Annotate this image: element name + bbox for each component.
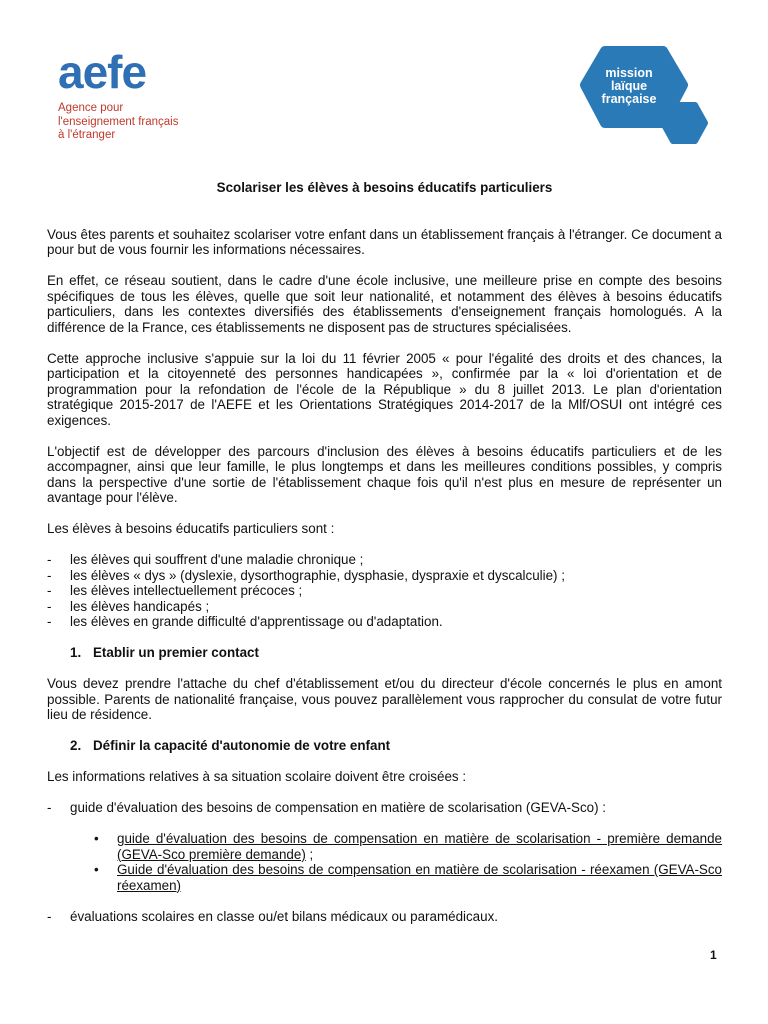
- geva-reexam-link[interactable]: Guide d'évaluation des besoins de compensation en matière de scolarisation - réexamen (GEVA-Sco réexamen): [117, 862, 722, 893]
- aefe-logo-mark: aefe: [58, 46, 147, 98]
- list-item: - guide d'évaluation des besoins de compensation en matière de scolarisation (GEVA-Sco) :: [47, 800, 722, 816]
- aefe-logo-line: à l'étranger: [58, 129, 116, 141]
- geva-first-request-link[interactable]: guide d'évaluation des besoins de compensation en matière de scolarisation - première demande (GEVA-Sco première demande): [117, 831, 722, 862]
- section-2-text: Les informations relatives à sa situation scolaire doivent être croisées :: [47, 769, 467, 784]
- list-item: - les élèves « dys » (dyslexie, dysorthographie, dysphasie, dyspraxie et dyscalculie) ;: [47, 568, 722, 584]
- geva-links-list: [94, 831, 722, 893]
- aefe-logo-subtitle: [58, 102, 208, 143]
- mlf-logo-line: laïque: [610, 79, 648, 93]
- list-item: - évaluations scolaires en classe ou/et bilans médicaux ou paramédicaux.: [47, 909, 722, 925]
- section-number: 1.: [70, 645, 82, 660]
- link-suffix: ;: [305, 846, 314, 862]
- section-2-heading: [70, 738, 722, 754]
- aefe-logo: [58, 46, 208, 143]
- list-item: - les élèves en grande difficulté d'apprentissage ou d'adaptation.: [47, 614, 722, 630]
- section-title: Définir la capacité d'autonomie de votre enfant: [93, 738, 391, 753]
- mlf-logo-line: française: [601, 92, 657, 106]
- section-number: 2.: [70, 738, 82, 753]
- mlf-logo: [575, 45, 710, 145]
- document-title: Scolariser les élèves à besoins éducatifs particuliers: [216, 180, 553, 195]
- law-paragraph: Cette approche inclusive s'appuie sur la loi du 11 février 2005 « pour l'égalité des droits et des chances, la participation et la citoyenneté des personnes handicapées », confirmée par la « loi d'orientation et de programmation pour la refondation de l'école de la République » du 8 juillet 2013. Le plan d'orientation stratégique 2015-2017 de l'AEFE et les Orientations Stratégiques 2014-2017 de la Mlf/OSUI ont intégré ces exigences.: [47, 350, 722, 428]
- page-number: 1: [710, 948, 717, 962]
- mlf-logo-line: mission: [605, 66, 653, 80]
- section-1-text: Vous devez prendre l'attache du chef d'établissement et/ou du directeur d'école concernés le plus en amont possible. Parents de nationalité française, vous pouvez parallèlement vous rapprocher du consulat de votre futur lieu de résidence.: [47, 676, 722, 722]
- section-1-heading: [70, 645, 722, 661]
- list-item: [94, 862, 722, 893]
- document-body: [47, 180, 722, 940]
- list-item: - les élèves qui souffrent d'une maladie chronique ;: [47, 552, 722, 568]
- section-title: Etablir un premier contact: [93, 645, 259, 660]
- geva-list: [47, 800, 722, 816]
- intro-paragraph: Vous êtes parents et souhaitez scolariser votre enfant dans un établissement français à l'étranger. Ce document a pour but de vous fournir les informations nécessaires.: [47, 226, 722, 257]
- inclusion-paragraph: En effet, ce réseau soutient, dans le cadre d'une école inclusive, une meilleure prise en compte des besoins spécifiques de tous les élèves, quelle que soit leur nationalité, et notamment des élèves à besoins éducatifs particuliers, dans les contextes diversifiés des établissements d'enseignement français homologués. A la différence de la France, ces établissements ne disposent pas de structures spécialisées.: [47, 273, 722, 335]
- mlf-logo-text: [589, 67, 669, 106]
- needs-list: [47, 552, 722, 630]
- objective-paragraph: L'objectif est de développer des parcours d'inclusion des élèves à besoins éducatifs particuliers et de les accompagner, ainsi que leur famille, le plus longtemps et dans les meilleures conditions possibles, y compris dans la perspective d'une sortie de l'établissement chaque fois qu'il n'est plus en mesure de représenter un avantage pour l'élève.: [47, 443, 722, 505]
- aefe-logo-line: Agence pour: [58, 102, 124, 114]
- list-item: - les élèves intellectuellement précoces ;: [47, 583, 722, 599]
- list-intro: Les élèves à besoins éducatifs particuliers sont :: [47, 521, 335, 536]
- aefe-logo-line: l'enseignement français: [58, 115, 179, 128]
- assessments-list: [47, 909, 722, 925]
- list-item: [94, 831, 722, 862]
- list-item: - les élèves handicapés ;: [47, 599, 722, 615]
